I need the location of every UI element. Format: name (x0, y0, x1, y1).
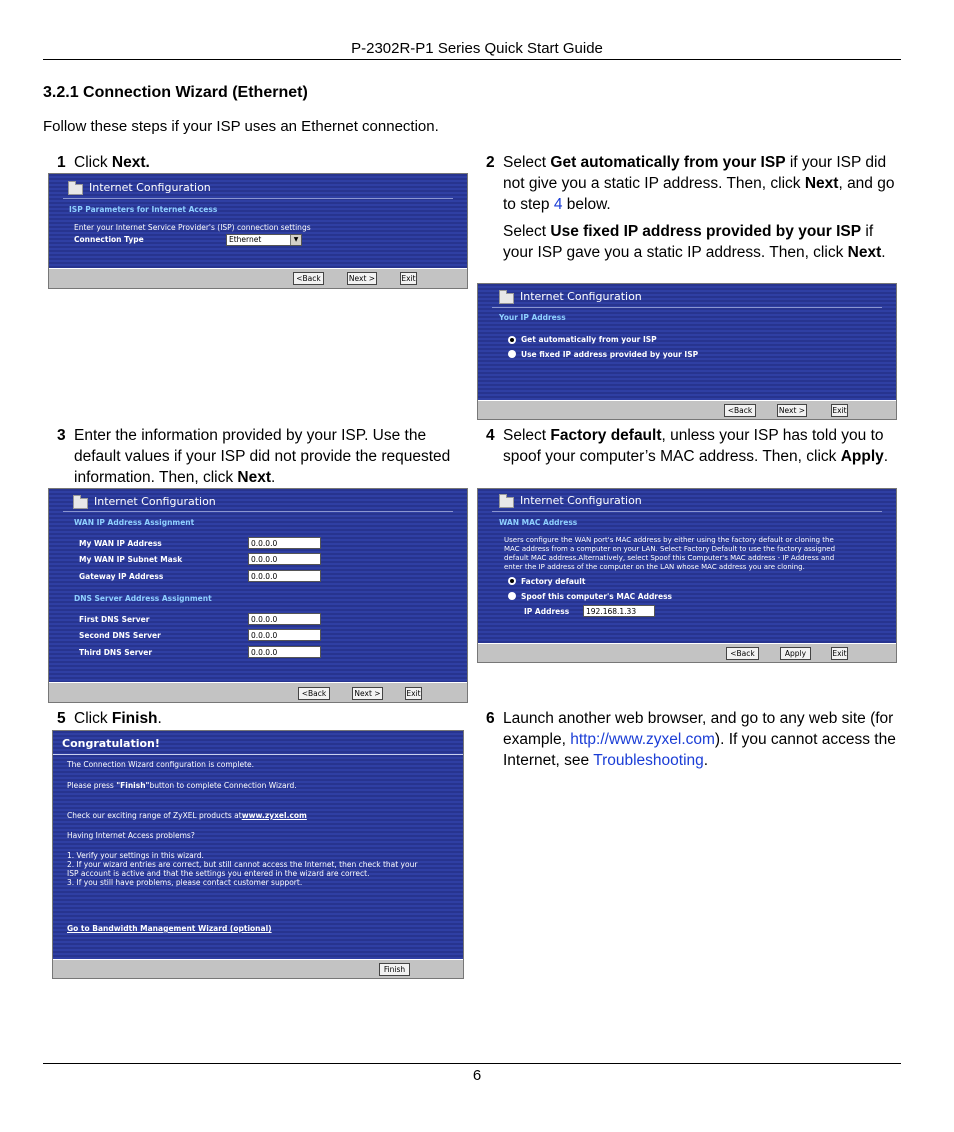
zyxel-link[interactable]: www.zyxel.com (241, 811, 307, 820)
connection-type-select[interactable] (226, 234, 302, 246)
bandwidth-wizard-link[interactable]: Go to Bandwidth Management Wizard (optional) (67, 924, 272, 933)
wizard-description: Users configure the WAN port's MAC address by either using the factory default or cloning the (504, 536, 834, 544)
field-label: Gateway IP Address (79, 572, 164, 581)
back-button[interactable]: <Back (293, 272, 324, 285)
section-label: Your IP Address (499, 313, 566, 322)
finish-instruction: Please press "Finish"button to complete Connection Wizard. (67, 781, 297, 790)
radio-factory-default[interactable] (508, 577, 516, 585)
spoof-ip-input[interactable]: 192.168.1.33 (583, 605, 655, 617)
radio-label: Spoof this computer's MAC Address (521, 592, 673, 601)
gateway-ip-input[interactable]: 0.0.0.0 (248, 570, 321, 582)
help-line: ISP account is active and that the settings you entered in the wizard are correct. (67, 869, 370, 878)
folder-icon (499, 497, 514, 508)
section-label: WAN MAC Address (499, 518, 578, 527)
field-label: My WAN IP Subnet Mask (79, 555, 183, 564)
select-value: Ethernet (229, 235, 262, 244)
step-6: 6 Launch another web browser, and go to any web site (for example, http://www.zyxel.com). If you cannot access the Internet, see Troubleshooting. (486, 710, 896, 769)
section-label: ISP Parameters for Internet Access (69, 205, 218, 214)
second-dns-input[interactable]: 0.0.0.0 (248, 629, 321, 641)
step-number: 1 (57, 154, 66, 171)
title-divider (63, 511, 453, 512)
step-number: 4 (486, 427, 495, 444)
wizard-description: default MAC address.Alternatively, select Spoof this Computer's MAC address - IP Address and (504, 554, 835, 562)
exit-button[interactable]: Exit (401, 274, 416, 283)
back-button[interactable]: <Back (724, 404, 756, 417)
folder-icon (499, 293, 514, 304)
back-button[interactable]: <Back (298, 687, 330, 700)
apply-button[interactable]: Apply (780, 647, 811, 660)
step-text: Click (74, 154, 112, 171)
wan-subnet-input[interactable]: 0.0.0.0 (248, 553, 321, 565)
step-number: 2 (486, 154, 495, 171)
folder-icon (68, 184, 83, 195)
wizard-footer (478, 643, 896, 662)
title-divider (492, 511, 882, 512)
step-bold: Next. (111, 154, 150, 171)
next-button[interactable]: Next > (778, 406, 806, 415)
radio-label: Get automatically from your ISP (521, 335, 657, 344)
wizard-footer (478, 400, 896, 419)
wizard-footer (53, 959, 463, 978)
section-label: WAN IP Address Assignment (74, 518, 195, 527)
section-intro: Follow these steps if your ISP uses an Ethernet connection. (43, 118, 439, 135)
connection-type-label: Connection Type (74, 235, 144, 244)
wizard-title: Internet Configuration (520, 494, 642, 507)
section-label: DNS Server Address Assignment (74, 594, 212, 603)
wizard-title: Internet Configuration (94, 495, 216, 508)
wizard-footer (49, 268, 467, 288)
header-rule (43, 59, 901, 60)
wizard-isp-parameters (48, 173, 468, 289)
step-paragraph-2: Select Use fixed IP address provided by your ISP if your ISP gave you a static IP address. Then, click Next. (503, 223, 886, 261)
field-label: Third DNS Server (79, 648, 153, 657)
wizard-congratulation (52, 730, 464, 979)
step-text: . (271, 469, 276, 486)
wizard-description: MAC address from a computer on your LAN. Select Factory Default to use the factory assigned (504, 545, 836, 553)
title-divider (63, 198, 453, 199)
step-paragraph-1: Select Get automatically from your ISP if your ISP did not give you a static IP address. Then, click Next, and go to step 4 below. (503, 154, 895, 213)
exit-button[interactable]: Exit (406, 689, 421, 698)
ip-address-label: IP Address (524, 607, 570, 616)
wizard-title: Congratulation! (62, 737, 160, 750)
wizard-title: Internet Configuration (520, 290, 642, 303)
title-divider (492, 307, 882, 308)
step-1 (57, 152, 457, 173)
step-number: 5 (57, 710, 66, 727)
back-button[interactable]: <Back (726, 647, 759, 660)
wizard-wan-ip-assignment (48, 488, 468, 703)
step-4: 4 Select Factory default, unless your ISP has told you to spoof your computer’s MAC address. Then, click Apply. (486, 427, 889, 465)
problems-heading: Having Internet Access problems? (67, 831, 195, 840)
help-line: 1. Verify your settings in this wizard. (67, 851, 204, 860)
radio-label: Use fixed IP address provided by your ISP (521, 350, 699, 359)
next-button[interactable]: Next > (352, 687, 383, 700)
step-3 (57, 425, 467, 488)
zyxel-url-link[interactable]: http://www.zyxel.com (570, 731, 715, 748)
finish-button[interactable]: Finish (379, 963, 410, 976)
step-number: 6 (486, 710, 495, 727)
radio-get-automatically[interactable] (508, 336, 516, 344)
field-label: Second DNS Server (79, 631, 161, 640)
chevron-down-icon: ▼ (290, 235, 301, 245)
title-divider (53, 754, 463, 755)
section-heading: 3.2.1 Connection Wizard (Ethernet) (43, 84, 308, 101)
step-text: Enter the information provided by your ISP. Use the default values if your ISP did not provide the requested information. Then, click (74, 427, 451, 486)
wizard-description: Enter your Internet Service Provider's (ISP) connection settings (74, 223, 311, 232)
wizard-footer (49, 682, 467, 702)
wan-ip-input[interactable]: 0.0.0.0 (248, 537, 321, 549)
footer-rule (43, 1063, 901, 1064)
help-line: 3. If you still have problems, please contact customer support. (67, 878, 303, 887)
radio-use-fixed-ip[interactable] (508, 350, 516, 358)
wizard-wan-mac-address (477, 488, 897, 663)
first-dns-input[interactable]: 0.0.0.0 (248, 613, 321, 625)
document-header: P-2302R-P1 Series Quick Start Guide (351, 40, 603, 57)
radio-spoof-mac[interactable] (508, 592, 516, 600)
step-5: 5 Click Finish. (57, 710, 162, 727)
exit-button[interactable]: Exit (832, 649, 847, 658)
wizard-title: Internet Configuration (89, 181, 211, 194)
step-2 (486, 152, 898, 282)
step-bold: Next (237, 469, 272, 486)
folder-icon (73, 498, 88, 509)
zyxel-promo: Check our exciting range of ZyXEL products atwww.zyxel.com (67, 811, 307, 820)
page-number: 6 (472, 1067, 482, 1084)
exit-button[interactable]: Exit (832, 406, 847, 415)
field-label: My WAN IP Address (79, 539, 162, 548)
step-4-link[interactable]: 4 (553, 196, 563, 213)
next-button[interactable]: Next > (348, 274, 376, 283)
wizard-your-ip-address (477, 283, 897, 420)
field-label: First DNS Server (79, 615, 150, 624)
help-line: 2. If your wizard entries are correct, but still cannot access the Internet, then check that your (67, 860, 418, 869)
radio-label: Factory default (521, 577, 586, 586)
complete-text: The Connection Wizard configuration is complete. (67, 760, 255, 769)
step-number: 3 (57, 427, 66, 444)
wizard-description: enter the IP address of the computer on the LAN whose MAC address you are cloning. (504, 563, 805, 571)
troubleshooting-link[interactable]: Troubleshooting (593, 752, 704, 769)
third-dns-input[interactable]: 0.0.0.0 (248, 646, 321, 658)
